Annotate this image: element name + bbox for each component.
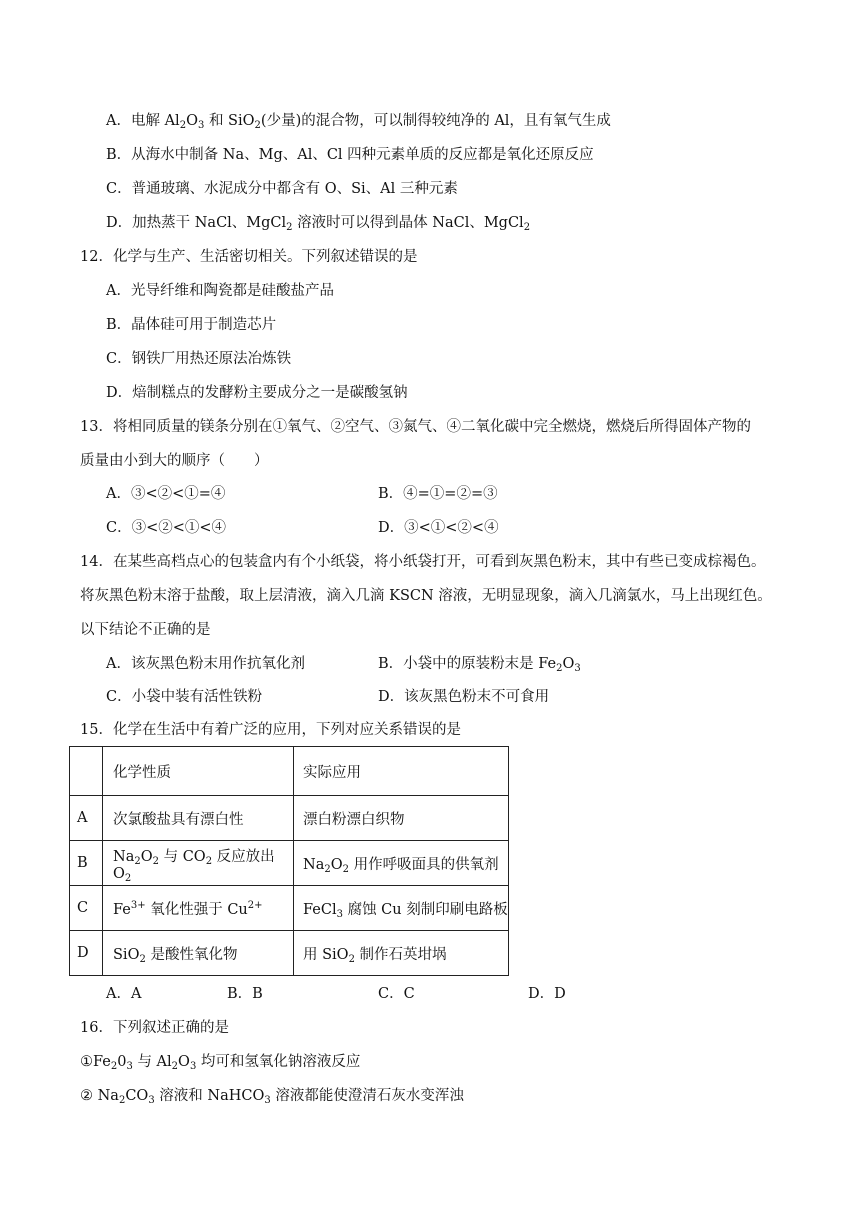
q14-stem-line2: 将灰黑色粉末溶于盐酸，取上层清液，滴入几滴 KSCN 溶液，无明显现象，滴入几滴氯水，马上出现红色。 [80,588,772,604]
q11-option-c: C．普通玻璃、水泥成分中都含有 O、Si、Al 三种元素 [106,181,458,197]
q12-stem: 12．化学与生产、生活密切相关。下列叙述错误的是 [80,249,418,265]
q14-option-a: A．该灰黑色粉末用作抗氧化剂 [106,656,305,672]
table-row [70,931,509,976]
q13-stem-line1: 13．将相同质量的镁条分别在①氧气、②空气、③氮气、④二氧化碳中完全燃烧，燃烧后所得固体产物的 [80,419,751,435]
q13-option-d: D．③<①<②<④ [378,520,499,536]
q15-option-d: D．D [528,986,566,1002]
q14-stem-line3: 以下结论不正确的是 [80,622,211,638]
row-application: 漂白粉漂白织物 [294,796,509,841]
row-key: B [70,841,103,886]
row-property: SiO$_2$ 是酸性氧化物 [103,931,294,976]
table-row [70,841,509,886]
q12-option-b: B．晶体硅可用于制造芯片 [106,317,277,333]
header-practical-application: 实际应用 [294,747,509,796]
q11-option-a: A．电解 $Al_2O_3$ 和 SiO$_2$(少量)的混合物，可以制得较纯净的 Al，且有氧气生成 [106,113,611,131]
q14-stem-line1: 14．在某些高档点心的包装盒内有个小纸袋，将小纸袋打开，可看到灰黑色粉末，其中有些已变成棕褐色。 [80,554,766,570]
row-key: A [70,796,103,841]
q15-table [69,746,509,976]
row-application: FeCl$_3$ 腐蚀 Cu 刻制印刷电路板 [294,886,509,931]
q14-option-d: D．该灰黑色粉末不可食用 [378,689,550,705]
q15-option-c: C．C [378,986,415,1002]
q11-option-b: B．从海水中制备 Na、Mg、Al、Cl 四种元素单质的反应都是氧化还原反应 [106,147,594,163]
q11-option-d: D．加热蒸干 NaCl、MgCl$_2$ 溶液时可以得到晶体 NaCl、MgCl$_2$ [106,215,531,233]
q13-option-a: A．③<②<①=④ [106,486,226,502]
q15-stem: 15．化学在生活中有着广泛的应用，下列对应关系错误的是 [80,722,461,738]
table-header-row [70,747,509,796]
header-chemical-property: 化学性质 [103,747,294,796]
row-application: 用 SiO$_2$ 制作石英坩埚 [294,931,509,976]
q16-item-2: ② $Na_2CO_3$ 溶液和 NaHCO$_3$ 溶液都能使澄清石灰水变浑浊 [80,1088,464,1106]
q15-option-b: B．B [227,986,263,1002]
row-property: $Fe^{3+}$ 氧化性强于 $Cu^{2+}$ [103,886,294,931]
q12-option-d: D．焙制糕点的发酵粉主要成分之一是碳酸氢钠 [106,385,408,401]
q13-stem-line2: 质量由小到大的顺序（ ） [80,453,269,469]
q14-option-b: B．小袋中的原装粉末是 $Fe_2O_3$ [378,656,581,674]
q12-option-a: A．光导纤维和陶瓷都是硅酸盐产品 [106,283,334,299]
row-key: C [70,886,103,931]
row-key: D [70,931,103,976]
table-row [70,886,509,931]
table-cell [70,747,103,796]
row-property: $Na_2O_2$ 与 $CO_2$ 反应放出 $O_2$ [103,841,294,886]
q15-option-a: A．A [106,986,142,1002]
row-application: $Na_2O_2$ 用作呼吸面具的供氧剂 [294,841,509,886]
q13-option-b: B．④=①=②=③ [378,486,498,502]
q13-option-c: C．③<②<①<④ [106,520,227,536]
q14-option-c: C．小袋中装有活性铁粉 [106,689,263,705]
q16-item-1: $①Fe_20_3$ 与 $Al_2O_3$ 均可和氢氧化钠溶液反应 [80,1054,361,1072]
q16-stem: 16．下列叙述正确的是 [80,1020,229,1036]
row-property: 次氯酸盐具有漂白性 [103,796,294,841]
q12-option-c: C．钢铁厂用热还原法冶炼铁 [106,351,292,367]
table-row [70,796,509,841]
